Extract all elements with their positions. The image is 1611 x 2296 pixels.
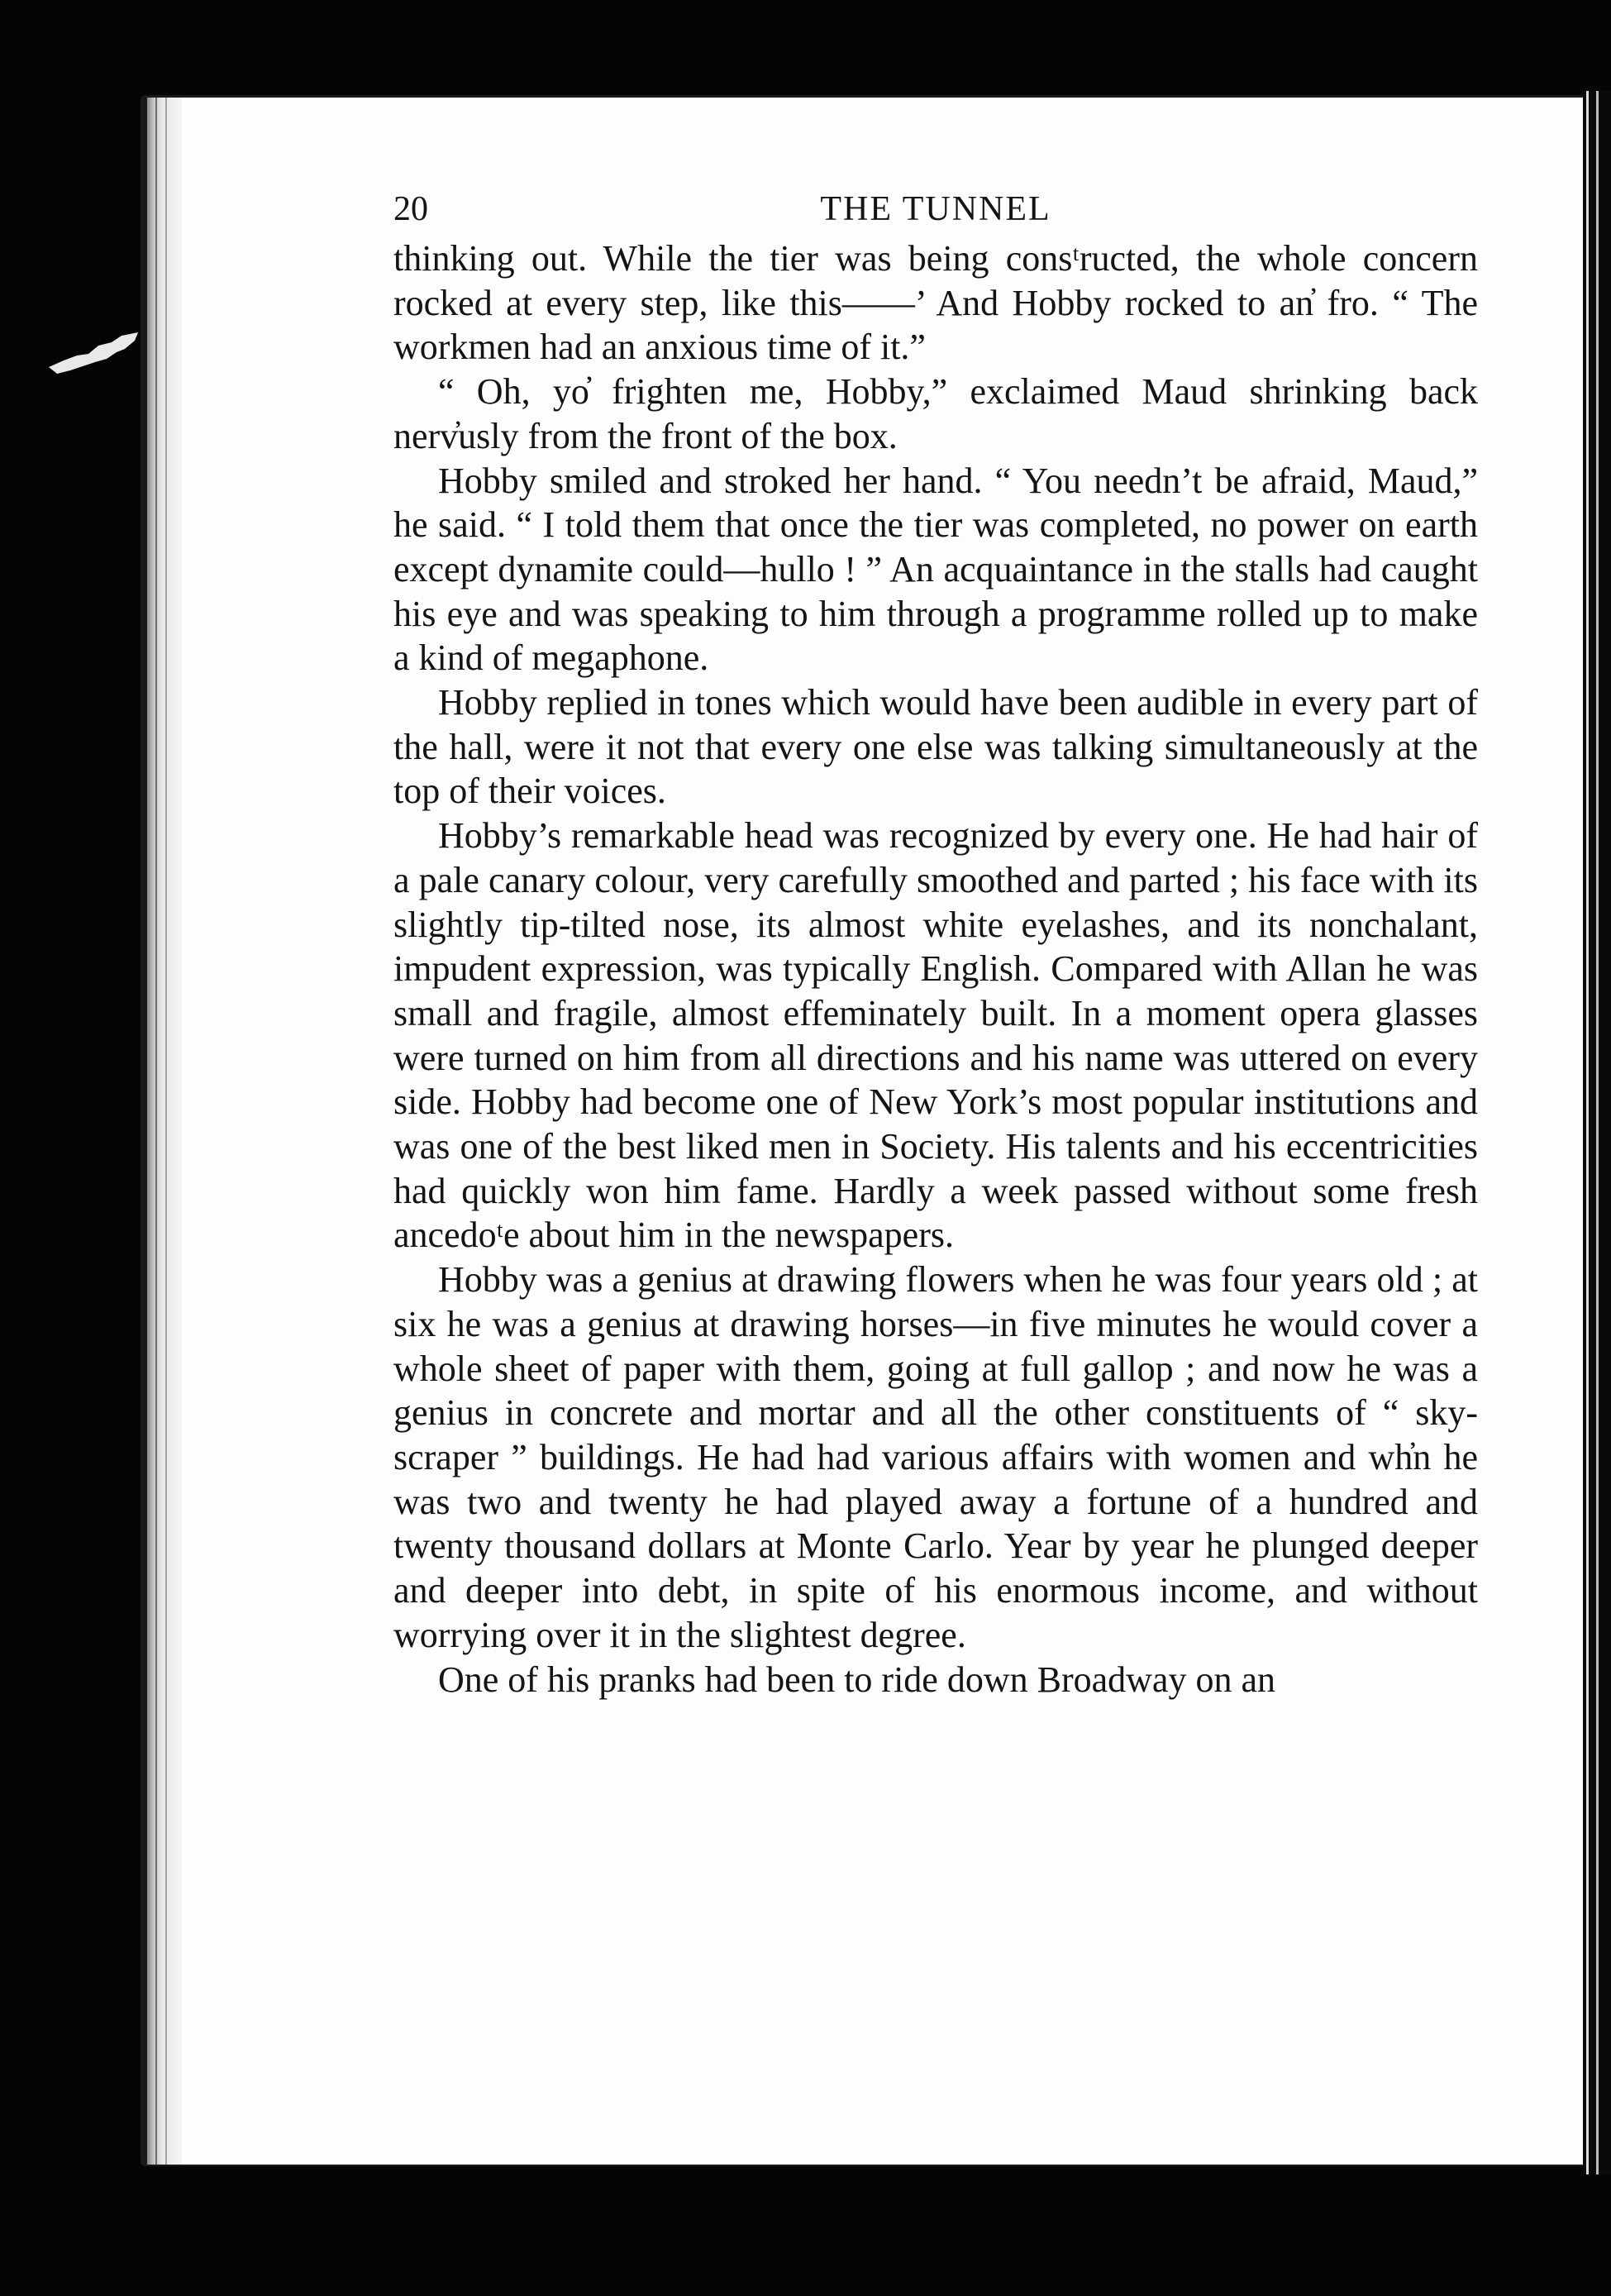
- paragraph: thinking out. While the tier was being consᵗructed, the whole concern rocked at every step, like this——’ And Hobby rocked to an̓ fro. “ The workmen had an anxious time of it.”: [393, 238, 1478, 368]
- text-column: [393, 184, 1478, 1702]
- paragraph: Hobby was a genius at drawing flowers when he was four years old ; at six he was a genius at drawing horses—in five minutes he would cover a whole sheet of paper with them, going at full gallop ; and now he was a genius in concrete and mortar and all the other constituents of “ sky-scraper ” buildings. He had had various affairs with women and wh̓n he was two and twenty he had played away a fortune of a hundred and twenty thousand dollars at Monte Carlo. Year by year he plunged deeper and deeper into debt, in spite of his enormous income, and without worrying over it in the slightest degree.: [393, 1259, 1478, 1655]
- paragraph: “ Oh, yo̓̓ frighten me, Hobby,” exclaimed Maud shrinking back nerv̓usly from the front of the box.: [393, 371, 1478, 456]
- body-text: [393, 236, 1478, 1702]
- page-edge-right: [1583, 91, 1611, 2174]
- paragraph: Hobby’s remarkable head was recognized by every one. He had hair of a pale canary colour, very carefully smoothed and parted ; his face with its slightly tip-tilted nose, its almost white eyelashes, and its nonchalant, impudent expression, was typically English. Compared with Allan he was small and fragile, almost effeminately built. In a moment opera glasses were turned on him from all directions and his name was uttered on every side. Hobby had become one of New York’s most popular institutions and was one of the best liked men in Society. His talents and his eccentricities had quickly won him fame. Hardly a week passed without some fresh ancedoᵗe about him in the newspapers.: [393, 815, 1478, 1256]
- paragraph: One of his pranks had been to ride down Broadway on an: [438, 1659, 1275, 1700]
- running-head: [393, 184, 1478, 235]
- book-title: THE TUNNEL: [820, 190, 1051, 228]
- paper-scrap: [45, 331, 145, 380]
- page-gutter-left: [147, 98, 182, 2165]
- paragraph: Hobby smiled and stroked her hand. “ You needn’t be afraid, Maud,” he said. “ I told them that once the tier was completed, no power on earth except dynamite could—hullo ! ” An acquaintance in the stalls had caught his eye and was speaking to him through a programme rolled up to make a kind of megaphone.: [393, 460, 1478, 679]
- page-number: 20: [393, 190, 428, 228]
- paragraph: Hobby replied in tones which would have been audible in every part of the hall, were it not that every one else was talking simultaneously at the top of their voices.: [393, 682, 1478, 812]
